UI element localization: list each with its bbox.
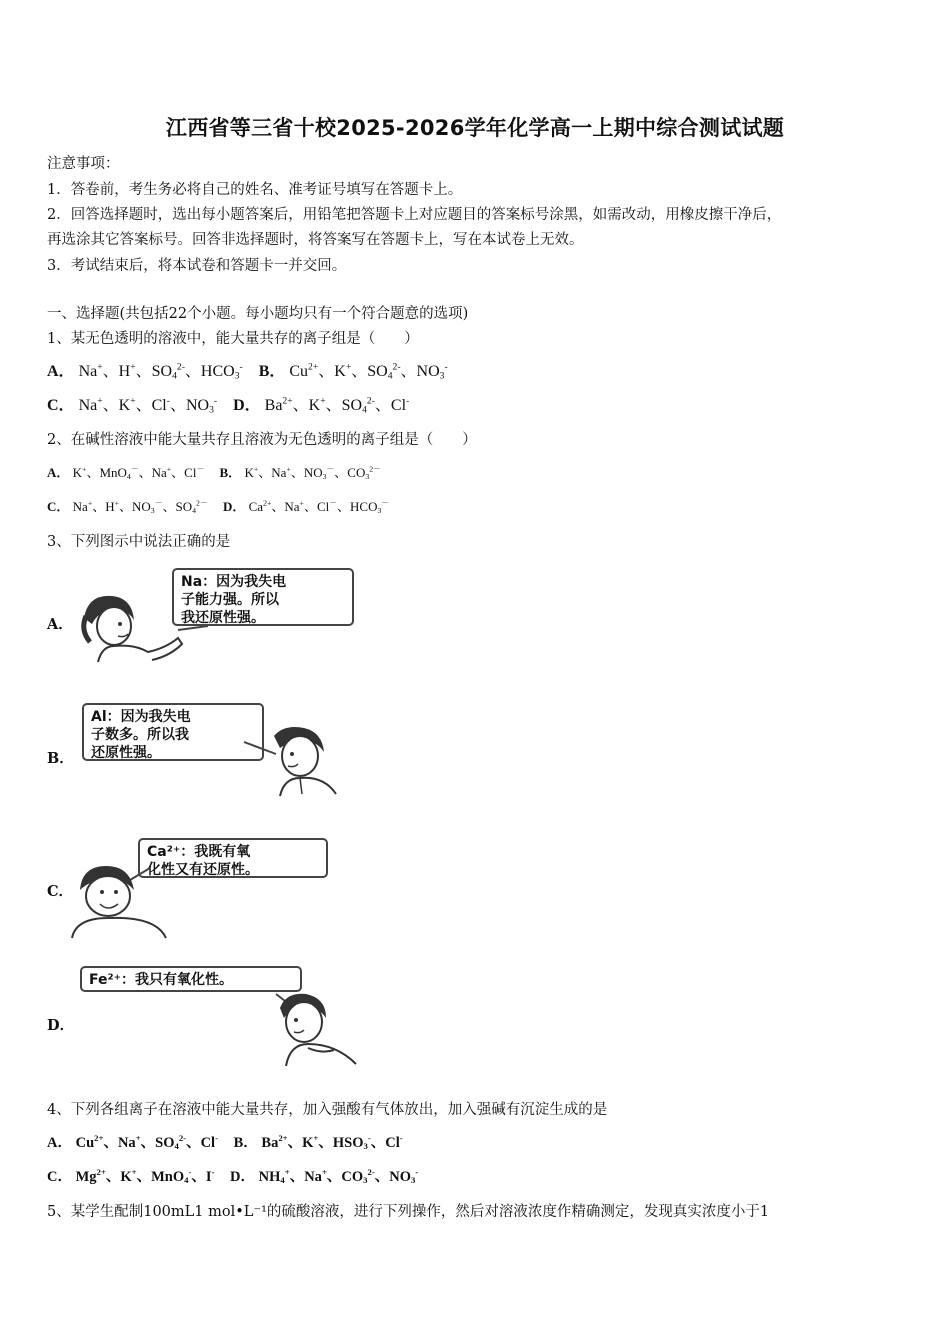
ion-symbol: Mg [75, 1169, 97, 1185]
ion-charge: － [196, 464, 205, 474]
question-4-options-cd [47, 1165, 418, 1186]
ion-charge: - [399, 1132, 403, 1143]
notice-item-1: 1．答卷前，考生务必将自己的姓名、准考证号填写在答题卡上。 [47, 182, 463, 198]
ion-charge: + [130, 395, 136, 407]
ion-subscript: 3 [150, 505, 155, 515]
notice-item-2-cont: 再选涂其它答案标号。回答非选择题时，将答案写在答题卡上，写在本试卷上无效。 [47, 232, 584, 248]
ion-charge: - [215, 1132, 218, 1143]
ion-charge: + [114, 498, 120, 508]
ion-charge: + [321, 1166, 327, 1177]
ion-charge: 2+ [263, 498, 272, 508]
notice-heading: 注意事项： [47, 156, 120, 172]
ion-symbol: Cu [75, 1135, 95, 1151]
ion-charge: - [166, 395, 170, 407]
ion-charge: 2- [178, 1132, 187, 1143]
ion-subscript: 4 [126, 471, 131, 481]
q3-option-b-boy-illustration [240, 722, 350, 797]
ion-symbol: 、SO [140, 1135, 175, 1151]
ion-subscript: 3 [377, 505, 382, 515]
ion-subscript: 4 [280, 1175, 285, 1186]
ion-charge: - [444, 361, 448, 373]
section-heading: 一、选择题(共包括22个小题。每小题均只有一个符合题意的选项) [47, 306, 469, 322]
ion-symbol: 、SO [325, 397, 363, 414]
notice-item-2: 2．回答选择题时，选出每小题答案后，用铅笔把答题卡上对应题目的答案标号涂黑，如需改动，用橡皮擦干净后， [47, 207, 782, 223]
ion-symbol: 、Cl [171, 465, 197, 480]
question-2-stem: 2、在碱性溶液中能大量共存且溶液为无色透明的离子组是（ ） [47, 432, 477, 448]
ion-symbol: 、MnO [136, 1169, 185, 1185]
ion-charge: 2+ [282, 395, 293, 407]
ion-symbol: 、HCO [337, 499, 378, 514]
ion-symbol: NH [258, 1169, 281, 1185]
question-2-options-ab [47, 462, 381, 481]
ion-charge: + [253, 464, 259, 474]
ion-symbol: 、Cl [135, 397, 167, 414]
ion-symbol: 、Cl [303, 499, 330, 514]
ion-charge: － [329, 498, 338, 508]
question-4-options-ab [47, 1131, 403, 1152]
ion-subscript: 4 [362, 404, 367, 416]
question-1-options-ab [47, 358, 448, 381]
q3-option-d-boy-illustration [262, 988, 362, 1068]
q2-option-d-label: D． [222, 499, 246, 514]
ion-charge: - [188, 1166, 192, 1177]
q1-option-c [79, 397, 218, 414]
ion-symbol: Cu [289, 363, 309, 380]
question-2-options-cd [47, 496, 389, 515]
speech-line: 我还原性强。 [181, 610, 265, 626]
q1-option-c-label: C． [47, 397, 75, 414]
q1-option-a-label: A． [47, 363, 75, 380]
q4-option-a-label: A． [47, 1135, 72, 1151]
ion-symbol: 、HSO [318, 1135, 364, 1151]
speech-line: 子能力强。所以 [181, 592, 279, 608]
question-5-stem: 5、某学生配制100mL1 mol•L⁻¹的硫酸溶液，进行下列操作，然后对溶液浓度作精确测定，发现真实浓度小于1 [47, 1204, 770, 1220]
ion-charge: + [166, 464, 172, 474]
ion-symbol: Na [72, 499, 88, 514]
ion-symbol: 、K [105, 1169, 132, 1185]
ion-subscript: 3 [363, 1175, 368, 1186]
speech-line: Na：因为我失电 [181, 574, 287, 590]
ion-charge: - [211, 1166, 215, 1177]
ion-symbol: 、K [287, 1135, 314, 1151]
q1-option-b [289, 363, 447, 380]
ion-charge: 2+ [308, 361, 319, 373]
ion-charge: 2- [367, 1166, 375, 1177]
ion-charge: 2－ [196, 498, 208, 508]
ion-charge: + [82, 464, 87, 474]
q2-option-c [73, 499, 208, 514]
question-4-stem: 4、下列各组离子在溶液中能大量共存，加入强酸有气体放出，加入强碱有沉淀生成的是 [47, 1102, 608, 1118]
q3-option-a-girl-illustration [78, 590, 208, 665]
ion-symbol: 、Na [103, 1135, 136, 1151]
ion-subscript: 4 [174, 1141, 179, 1152]
q4-option-b-label: B． [233, 1135, 258, 1151]
ion-subscript: 4 [192, 505, 197, 515]
ion-charge: + [286, 464, 291, 474]
ion-symbol: 、CO [326, 1169, 364, 1185]
ion-charge: + [313, 1132, 319, 1143]
speech-line: 还原性强。 [91, 745, 161, 761]
ion-subscript: 4 [184, 1175, 189, 1186]
ion-charge: － [326, 464, 335, 474]
ion-symbol: 、NO [290, 465, 323, 480]
q4-option-d-label: D． [230, 1169, 256, 1185]
ion-charge: + [130, 361, 136, 373]
ion-subscript: 3 [439, 370, 445, 382]
ion-symbol: 、H [92, 499, 115, 514]
question-1-options-cd [47, 392, 409, 415]
speech-line: Ca²⁺：我既有氧 [147, 844, 251, 860]
ion-charge: + [97, 395, 103, 407]
ion-charge: 2- [176, 361, 185, 373]
ion-symbol: 、H [102, 363, 131, 380]
ion-subscript: 3 [363, 1141, 368, 1152]
speech-line: 子数多。所以我 [91, 727, 189, 743]
q2-option-a-label: A． [47, 465, 70, 480]
ion-subscript: 3 [234, 370, 240, 382]
ion-symbol: 、I [191, 1169, 212, 1185]
ion-charge: + [284, 1166, 290, 1177]
ion-symbol: 、Na [138, 465, 167, 480]
ion-symbol: 、SO [135, 363, 173, 380]
q4-option-c [75, 1166, 215, 1186]
q2-option-c-label: C． [47, 499, 70, 514]
ion-charge: 2- [392, 361, 401, 373]
ion-charge: - [367, 1132, 371, 1143]
ion-symbol: 、Cl [370, 1135, 400, 1151]
q4-option-a [75, 1132, 218, 1152]
ion-charge: － [381, 498, 390, 508]
question-1-stem: 1、某无色透明的溶液中，能大量共存的离子组是（ ） [47, 331, 419, 347]
ion-charge: + [345, 361, 352, 373]
ion-symbol: 、MnO [86, 465, 127, 480]
q3-option-c-label: C． [47, 883, 74, 900]
ion-charge: + [320, 395, 326, 407]
q1-option-b-label: B． [258, 363, 286, 380]
ion-subscript: 4 [387, 370, 393, 382]
question-3-stem: 3、下列图示中说法正确的是 [47, 534, 231, 550]
ion-charge: － [154, 498, 163, 508]
ion-symbol: 、HCO [184, 363, 235, 380]
ion-symbol: K [72, 465, 83, 480]
ion-symbol: 、Na [258, 465, 287, 480]
page-title: 江西省等三省十校2025-2026学年化学高一上期中综合测试试题 [165, 116, 785, 140]
ion-charge: 2－ [369, 464, 381, 474]
ion-charge: － [130, 464, 139, 474]
ion-symbol: 、NO [169, 397, 210, 414]
q3-option-d-label: D． [47, 1017, 75, 1034]
ion-charge: 2+ [278, 1132, 288, 1143]
ion-charge: + [299, 498, 304, 508]
q2-option-d [249, 499, 390, 514]
ion-symbol: 、K [292, 397, 321, 414]
ion-charge: - [415, 1166, 419, 1177]
ion-symbol: 、Cl [186, 1135, 216, 1151]
ion-symbol: 、NO [374, 1169, 411, 1185]
q3-option-b-speech-bubble [82, 703, 264, 761]
q4-option-d [258, 1166, 419, 1186]
ion-symbol: Na [78, 363, 98, 380]
ion-charge: + [131, 1166, 137, 1177]
speech-line: Fe²⁺：我只有氧化性。 [89, 972, 234, 988]
ion-charge: + [97, 361, 103, 373]
ion-symbol: 、NO [400, 363, 440, 380]
q1-option-a [79, 363, 243, 380]
ion-symbol: Ba [261, 1135, 279, 1151]
q2-option-b-label: B． [219, 465, 242, 480]
q1-option-d [265, 397, 410, 414]
ion-symbol: 、SO [351, 363, 388, 380]
ion-subscript: 3 [365, 471, 370, 481]
ion-symbol: 、Na [271, 499, 300, 514]
q3-option-c-boy-illustration [70, 860, 180, 940]
ion-charge: 2+ [96, 1166, 106, 1177]
ion-symbol: 、Cl [374, 397, 407, 414]
ion-symbol: 、SO [162, 499, 193, 514]
ion-symbol: 、CO [334, 465, 366, 480]
ion-symbol: Ca [248, 499, 264, 514]
q3-option-a-label: A． [47, 616, 73, 633]
ion-symbol: 、NO [119, 499, 151, 514]
q2-option-b [244, 465, 381, 480]
ion-subscript: 4 [172, 370, 177, 382]
ion-symbol: 、K [318, 363, 346, 380]
ion-subscript: 3 [410, 1175, 416, 1186]
ion-charge: - [406, 395, 410, 407]
ion-subscript: 3 [322, 471, 327, 481]
ion-charge: - [239, 361, 243, 373]
ion-symbol: Na [78, 397, 98, 414]
speech-line: Al：因为我失电 [91, 709, 191, 725]
ion-symbol: Ba [264, 397, 283, 414]
q4-option-b [261, 1132, 403, 1152]
ion-symbol: 、Na [289, 1169, 322, 1185]
notice-item-3: 3．考试结束后，将本试卷和答题卡一并交回。 [47, 258, 347, 274]
ion-charge: + [87, 498, 93, 508]
ion-charge: + [135, 1132, 141, 1143]
ion-symbol: K [244, 465, 254, 480]
q4-option-c-label: C． [47, 1169, 72, 1185]
q1-option-d-label: D． [233, 397, 261, 414]
speech-line: 化性又有还原性。 [147, 862, 259, 878]
ion-symbol: 、K [102, 397, 131, 414]
ion-charge: 2+ [94, 1132, 104, 1143]
ion-subscript: 3 [209, 404, 214, 416]
ion-charge: - [213, 395, 218, 407]
q2-option-a [73, 465, 205, 480]
ion-charge: 2- [366, 395, 375, 407]
q3-option-b-label: B． [47, 750, 74, 767]
